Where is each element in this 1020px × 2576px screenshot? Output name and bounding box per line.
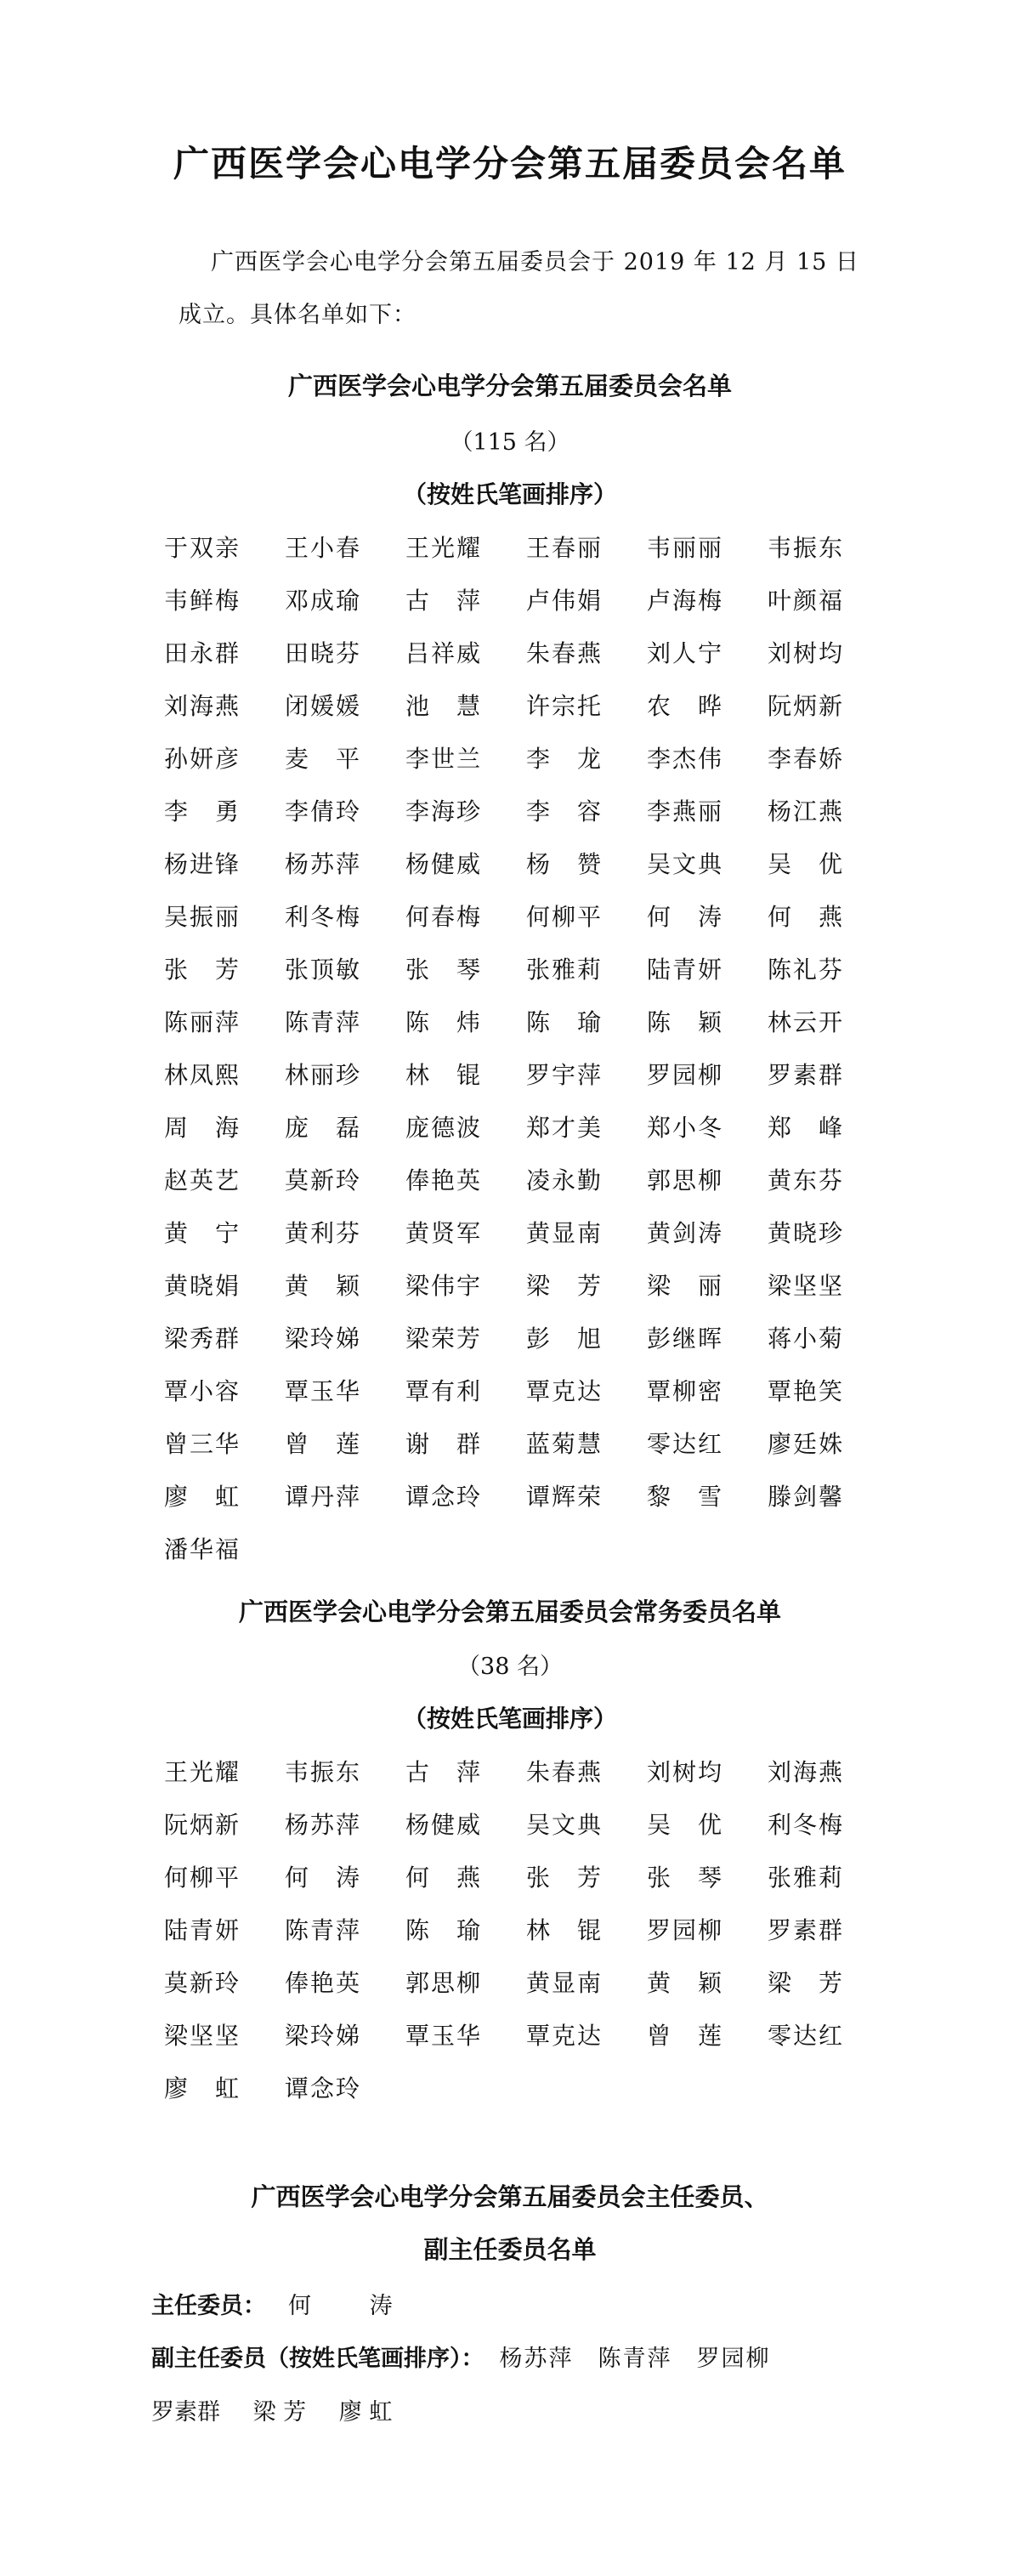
list-item: 梁 坚 坚 — [767, 1272, 842, 1300]
list-item: 潘 华 福 — [163, 1535, 239, 1563]
list-item: 何 涛 — [646, 903, 722, 931]
leaders-heading-line1: 广西医学会心电学分会第五届委员会主任委员、 — [251, 2182, 769, 2211]
list-item: 滕 剑 馨 — [767, 1483, 842, 1511]
list-item: 黄 剑 涛 — [646, 1219, 722, 1247]
list-item: 何 柳 平 — [525, 903, 601, 931]
list-item: 李 世 兰 — [405, 745, 480, 773]
list-item: 林 凤 熙 — [163, 1061, 239, 1089]
list-item: 莫 新 玲 — [284, 1166, 360, 1194]
list-item: 俸 艳 英 — [284, 1969, 360, 1997]
list-item: 郭 思 柳 — [646, 1166, 722, 1194]
list-item: 陈 颖 — [646, 1008, 722, 1036]
list-item: 覃 玉 华 — [405, 2022, 480, 2050]
list-item: 梁 玲 娣 — [284, 2022, 360, 2050]
list-item: 郭 思 柳 — [405, 1969, 480, 1997]
list-item: 杨 进 锋 — [163, 850, 239, 878]
list-item: 罗 园 柳 — [646, 1916, 722, 1944]
list-item: 黄 显 南 — [525, 1969, 601, 1997]
list-item: 廖 虹 — [163, 2074, 239, 2102]
list-item: 陈 青 萍 — [284, 1008, 360, 1036]
list-item: 叶 颜 福 — [767, 587, 842, 615]
list-item: 庞 德 波 — [405, 1114, 480, 1142]
list-item: 梁 丽 — [646, 1272, 722, 1300]
list-item: 杨 健 威 — [405, 850, 480, 878]
vice-chair-label: 副主任委员（按姓氏笔画排序）： — [151, 2346, 484, 2372]
list-item: 田 晓 芬 — [284, 639, 360, 667]
list-item: 利 冬 梅 — [284, 903, 360, 931]
list-item: 李 春 娇 — [767, 745, 842, 773]
list-item: 刘 树 均 — [646, 1758, 722, 1786]
list-item: 陈 瑜 — [405, 1916, 480, 1944]
list-item: 陈 炜 — [405, 1008, 480, 1036]
list-item: 罗 素 群 — [767, 1916, 842, 1944]
list-item: 梁 芳 — [767, 1969, 842, 1997]
list-item: 覃 有 利 — [405, 1377, 480, 1405]
list-item: 谭 丹 萍 — [284, 1483, 360, 1511]
list-item: 莫 新 玲 — [163, 1969, 239, 1997]
list-item: 黄 晓 珍 — [767, 1219, 842, 1247]
members-count: （115 名） — [450, 429, 570, 456]
list-item: 李 容 — [525, 797, 601, 826]
list-item: 罗 素 群 — [767, 1061, 842, 1089]
list-item: 朱 春 燕 — [525, 639, 601, 667]
list-item: 吴 文 典 — [525, 1811, 601, 1839]
document-title: 广西医学会心电学分会第五届委员会名单 — [173, 143, 847, 184]
list-item: 覃 柳 密 — [646, 1377, 722, 1405]
list-item: 古 萍 — [405, 1758, 480, 1786]
list-item: 张 琴 — [405, 956, 480, 984]
list-item: 覃 克 达 — [525, 1377, 601, 1405]
list-item: 王 光 耀 — [405, 534, 480, 562]
list-item: 黄 贤 军 — [405, 1219, 480, 1247]
list-item: 李 杰 伟 — [646, 745, 722, 773]
list-item: 梁 荣 芳 — [405, 1325, 480, 1353]
list-item: 郑 才 美 — [525, 1114, 601, 1142]
list-item: 杨 健 威 — [405, 1811, 480, 1839]
list-item: 谭 念 玲 — [405, 1483, 480, 1511]
list-item: 杨 苏 萍 — [284, 1811, 360, 1839]
list-item: 杨 江 燕 — [767, 797, 842, 826]
list-item: 吴 文 典 — [646, 850, 722, 878]
list-item: 陆 青 妍 — [646, 956, 722, 984]
list-item: 林 云 开 — [767, 1008, 842, 1036]
list-item: 周 海 — [163, 1114, 239, 1142]
list-item: 阮 炳 新 — [163, 1811, 239, 1839]
list-item: 罗 宇 萍 — [525, 1061, 601, 1089]
list-item: 梁 伟 宇 — [405, 1272, 480, 1300]
list-item: 韦 鲜 梅 — [163, 587, 239, 615]
list-item: 赵 英 艺 — [163, 1166, 239, 1194]
list-item: 曾 三 华 — [163, 1430, 239, 1458]
list-item: 曾 莲 — [284, 1430, 360, 1458]
list-item: 陈 青 萍 — [284, 1916, 360, 1944]
list-item: 李 龙 — [525, 745, 601, 773]
list-item: 黄 宁 — [163, 1219, 239, 1247]
list-item: 林 锟 — [525, 1916, 601, 1944]
list-item: 林 锟 — [405, 1061, 480, 1089]
list-item: 吴 振 丽 — [163, 903, 239, 931]
standing-count: （38 名） — [457, 1654, 563, 1680]
list-item: 黄 显 南 — [525, 1219, 601, 1247]
standing-order-note: （按姓氏笔画排序） — [402, 1705, 617, 1733]
list-item: 黄 颖 — [646, 1969, 722, 1997]
list-item: 于 双 亲 — [163, 534, 239, 562]
list-item: 刘 树 均 — [767, 639, 842, 667]
list-item: 梁 秀 群 — [163, 1325, 239, 1353]
list-item: 覃 克 达 — [525, 2022, 601, 2050]
list-item: 零 达 红 — [767, 2022, 842, 2050]
list-item: 廖 廷 姝 — [767, 1430, 842, 1458]
list-item: 王 小 春 — [284, 534, 360, 562]
list-item: 谭 辉 荣 — [525, 1483, 601, 1511]
list-item: 刘 人 宁 — [646, 639, 722, 667]
list-item: 李 勇 — [163, 797, 239, 826]
intro-paragraph: 广西医学会心电学分会第五届委员会于 2019 年 12 月 15 日成立。具体名单如下： — [178, 249, 859, 328]
members-order-note: （按姓氏笔画排序） — [402, 480, 617, 508]
list-item: 杨 赞 — [525, 850, 601, 878]
leaders-heading-line2: 副主任委员名单 — [423, 2235, 597, 2264]
list-item: 朱 春 燕 — [525, 1758, 601, 1786]
list-item: 谭 念 玲 — [284, 2074, 360, 2102]
list-item: 梁 坚 坚 — [163, 2022, 239, 2050]
chair-label: 主任委员： — [151, 2293, 266, 2319]
list-item: 陆 青 妍 — [163, 1916, 239, 1944]
list-item: 刘 海 燕 — [767, 1758, 842, 1786]
list-item: 张 琴 — [646, 1864, 722, 1892]
list-item: 利 冬 梅 — [767, 1811, 842, 1839]
vice-chair-names-line1: 杨苏萍 陈青萍 罗园柳 — [499, 2346, 771, 2372]
list-item: 张 顶 敏 — [284, 956, 360, 984]
list-item: 邓 成 瑜 — [284, 587, 360, 615]
list-item: 郑 峰 — [767, 1114, 842, 1142]
list-item: 吴 优 — [646, 1811, 722, 1839]
list-item: 王 光 耀 — [163, 1758, 239, 1786]
list-item: 郑 小 冬 — [646, 1114, 722, 1142]
members-name-grid — [163, 520, 877, 1575]
list-item: 黎 雪 — [646, 1483, 722, 1511]
list-item: 何 柳 平 — [163, 1864, 239, 1892]
list-item: 覃 艳 笑 — [767, 1377, 842, 1405]
list-item: 曾 莲 — [646, 2022, 722, 2050]
list-item: 林 丽 珍 — [284, 1061, 360, 1089]
list-item: 何 春 梅 — [405, 903, 480, 931]
list-item: 廖 虹 — [163, 1483, 239, 1511]
list-item: 阮 炳 新 — [767, 692, 842, 720]
vice-chair-names-line2 — [151, 2393, 417, 2426]
list-item: 农 晔 — [646, 692, 722, 720]
list-item: 黄 利 芬 — [284, 1219, 360, 1247]
list-item: 杨 苏 萍 — [284, 850, 360, 878]
list-item: 刘 海 燕 — [163, 692, 239, 720]
members-heading: 广西医学会心电学分会第五届委员会名单 — [287, 372, 732, 400]
chair-name: 何 涛 — [288, 2293, 418, 2319]
list-item: 吴 优 — [767, 850, 842, 878]
list-item: 卢 海 梅 — [646, 587, 722, 615]
vice-chair-line — [151, 2340, 771, 2373]
list-item: 梁 玲 娣 — [284, 1325, 360, 1353]
list-item: 池 慧 — [405, 692, 480, 720]
list-item: 张 雅 莉 — [767, 1864, 842, 1892]
list-item: 何 燕 — [405, 1864, 480, 1892]
list-item: 韦 振 东 — [284, 1758, 360, 1786]
list-item: 田 永 群 — [163, 639, 239, 667]
list-item: 俸 艳 英 — [405, 1166, 480, 1194]
list-item: 李 海 珍 — [405, 797, 480, 826]
list-item: 卢 伟 娟 — [525, 587, 601, 615]
list-item: 何 燕 — [767, 903, 842, 931]
list-item: 王 春 丽 — [525, 534, 601, 562]
list-item: 孙 妍 彦 — [163, 745, 239, 773]
list-item: 黄 东 芬 — [767, 1166, 842, 1194]
chair-line — [151, 2287, 418, 2320]
list-item: 韦 振 东 — [767, 534, 842, 562]
list-item: 蓝 菊 慧 — [525, 1430, 601, 1458]
list-item: 陈 瑜 — [525, 1008, 601, 1036]
list-item: 彭 继 晖 — [646, 1325, 722, 1353]
list-item: 张 芳 — [525, 1864, 601, 1892]
list-item: 蒋 小 菊 — [767, 1325, 842, 1353]
list-item: 彭 旭 — [525, 1325, 601, 1353]
list-item: 吕 祥 威 — [405, 639, 480, 667]
list-item: 李 燕 丽 — [646, 797, 722, 826]
standing-name-grid — [163, 1745, 877, 2114]
list-item: 黄 颖 — [284, 1272, 360, 1300]
list-item: 覃 小 容 — [163, 1377, 239, 1405]
list-item: 陈 丽 萍 — [163, 1008, 239, 1036]
list-item: 覃 玉 华 — [284, 1377, 360, 1405]
list-item: 梁 芳 — [525, 1272, 601, 1300]
list-item: 罗 园 柳 — [646, 1061, 722, 1089]
list-item: 零 达 红 — [646, 1430, 722, 1458]
list-item: 张 芳 — [163, 956, 239, 984]
vice-chair-name: 罗素群 — [151, 2399, 220, 2426]
list-item: 李 倩 玲 — [284, 797, 360, 826]
list-item: 张 雅 莉 — [525, 956, 601, 984]
list-item: 韦 丽 丽 — [646, 534, 722, 562]
list-item: 许 宗 托 — [525, 692, 601, 720]
list-item: 古 萍 — [405, 587, 480, 615]
list-item: 闭 媛 媛 — [284, 692, 360, 720]
list-item: 凌 永 勤 — [525, 1166, 601, 1194]
vice-chair-name: 廖 虹 — [338, 2399, 393, 2426]
list-item: 谢 群 — [405, 1430, 480, 1458]
list-item: 庞 磊 — [284, 1114, 360, 1142]
list-item: 麦 平 — [284, 745, 360, 773]
list-item: 黄 晓 娟 — [163, 1272, 239, 1300]
vice-chair-name: 梁 芳 — [252, 2399, 307, 2426]
list-item: 陈 礼 芬 — [767, 956, 842, 984]
standing-heading: 广西医学会心电学分会第五届委员会常务委员名单 — [238, 1597, 781, 1626]
list-item: 何 涛 — [284, 1864, 360, 1892]
